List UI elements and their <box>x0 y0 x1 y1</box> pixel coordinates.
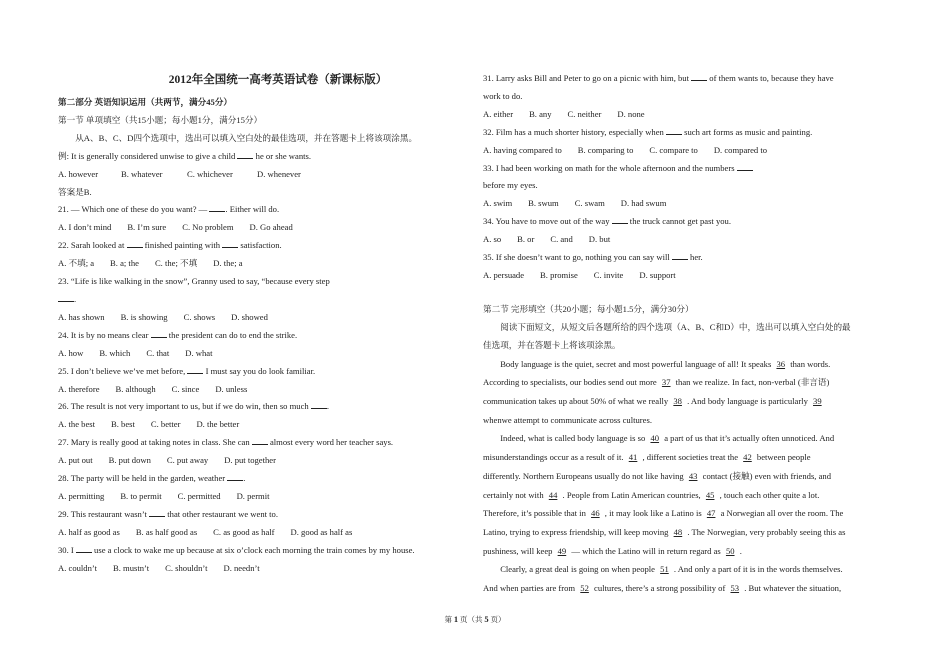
option: A. either <box>483 108 514 119</box>
question-text: 34. You have to move out of the way the truck cannot get past you. <box>483 216 731 227</box>
cloze-passage <box>483 355 893 598</box>
option: A. put out <box>58 455 93 466</box>
question-text: 35. If she doesn’t want to go, nothing you can say will her. <box>483 252 703 263</box>
option: D. none <box>617 108 645 119</box>
answer-blank <box>151 328 167 338</box>
option: A. therefore <box>58 383 100 394</box>
question-options <box>483 231 893 249</box>
answer-blank <box>209 202 225 212</box>
cloze-blank: 42 <box>743 452 752 463</box>
option: B. whatever <box>121 168 163 179</box>
answer-blank <box>187 364 203 374</box>
option: D. support <box>639 269 676 280</box>
question-options <box>58 255 458 273</box>
question-text: 32. Film has a much shorter history, especially when such art forms as music and painting. <box>483 126 813 137</box>
option: C. put away <box>166 455 209 466</box>
option: A. permitting <box>58 490 105 501</box>
question-text: 22. Sarah looked at finished painting with satisfaction. <box>58 240 282 251</box>
option: D. put together <box>224 455 276 466</box>
example-question-text: 例: It is generally considered unwise to give a child <box>58 150 236 161</box>
option: D. needn’t <box>223 562 260 573</box>
answer-blank <box>58 292 74 302</box>
answer-blank <box>252 435 268 445</box>
question-text: 29. This restaurant wasn’t that other restaurant we went to. <box>58 508 278 519</box>
example-answer: 答案是B. <box>58 186 92 197</box>
option: D. good as half as <box>290 526 353 537</box>
option: C. shouldn’t <box>165 562 208 573</box>
answer-blank <box>672 250 688 260</box>
option: A. has shown <box>58 311 105 322</box>
passage-paragraph: Indeed, what is called body language is so 40 a part of us that it’s actually often unnoticed. And misunderstandings occur as a result of it. 41 , different societies treat the 42 between people differently. Northern Europeans usually do not like having 43 contact (接触) even with friends, and certainly not with 44 . People from Latin American countries, 45 , touch each other quite a lot. Therefore, it’s possible that in 46 , it may look like a Latino is 47 a Norwegian all over the room. The Latino, trying to express friendship, will keep moving 48 . The Norwegian, very probably seeing this as pushiness, will keep 49 — which the Latino will in return regard as 50 . <box>483 433 846 556</box>
option: B. to permit <box>120 490 162 501</box>
cloze-blank: 39 <box>813 396 822 406</box>
option: B. although <box>115 383 156 394</box>
answer-blank <box>222 238 238 248</box>
option: C. since <box>171 383 200 394</box>
option: B. as half good as <box>135 526 198 537</box>
cloze-blank: 52 <box>580 583 589 594</box>
option: C. swam <box>574 198 605 209</box>
option: C. permitted <box>177 490 221 501</box>
option: B. which <box>99 347 131 358</box>
answer-blank <box>612 214 628 224</box>
left-column <box>58 70 458 577</box>
question-options <box>483 267 893 285</box>
question-options <box>483 106 893 124</box>
option: A. 不填; a <box>58 258 95 269</box>
option: D. the better <box>196 419 240 430</box>
question-text-cont: . <box>58 291 458 309</box>
part-heading: 第二部分 英语知识运用（共两节，满分45分） <box>58 97 233 107</box>
option: B. best <box>111 419 135 430</box>
question-text-cont: work to do. <box>483 90 523 101</box>
option: A. persuade <box>483 269 525 280</box>
option: A. couldn’t <box>58 562 97 573</box>
right-column <box>483 70 893 598</box>
cloze-blank: 46 <box>591 508 600 519</box>
question-options <box>58 560 458 578</box>
cloze-blank: 53 <box>730 583 740 594</box>
option: C. compare to <box>649 144 698 155</box>
question-options <box>58 524 458 542</box>
question-options <box>58 488 458 506</box>
option: C. shows <box>183 311 216 322</box>
cloze-blank: 37 <box>661 377 671 388</box>
cloze-blank: 47 <box>706 508 716 519</box>
option: D. permit <box>236 490 270 501</box>
option: B. mustn’t <box>113 562 150 573</box>
cloze-blank: 50 <box>725 545 735 556</box>
option: A. having compared to <box>483 144 562 155</box>
question-options <box>483 195 893 213</box>
question-text: 30. I use a clock to wake me up because at six o’clock each morning the train comes by my house. <box>58 544 415 555</box>
option: A. however <box>58 168 99 179</box>
answer-blank <box>691 71 707 81</box>
cloze-blank: 48 <box>673 526 683 537</box>
question-options <box>58 381 458 399</box>
cloze-blank: 38 <box>673 396 682 406</box>
option: B. I’m sure <box>127 222 167 233</box>
option: C. No problem <box>182 222 234 233</box>
cloze-blank: 43 <box>688 470 698 481</box>
option: B. any <box>529 108 552 119</box>
question-text: 28. The party will be held in the garden, weather . <box>58 473 246 484</box>
option: B. promise <box>540 269 578 280</box>
option: D. but <box>588 234 611 245</box>
option: B. put down <box>108 455 151 466</box>
page-footer: 第 1 页（共 5 页） <box>444 614 506 624</box>
option: A. swim <box>483 198 513 209</box>
question-text: 27. Mary is really good at taking notes in class. She can almost every word her teacher says. <box>58 437 394 448</box>
option: C. invite <box>593 269 624 280</box>
answer-blank <box>666 125 682 135</box>
answer-blank <box>237 149 253 159</box>
page-title: 2012年全国统一高考英语试卷（新课标版） <box>168 74 388 86</box>
question-text-cont: before my eyes. <box>483 180 538 191</box>
cloze-blank: 49 <box>557 545 567 556</box>
question-text: 33. I had been working on math for the whole afternoon and the numbers <box>483 160 893 178</box>
question-text: 26. The result is not very important to us, but if we do win, then so much . <box>58 401 330 412</box>
option: C. and <box>550 234 573 245</box>
question-text: 31. Larry asks Bill and Peter to go on a picnic with him, but of them wants to, because they have <box>483 73 834 83</box>
option: D. compared to <box>713 144 768 155</box>
cloze-blank: 45 <box>705 489 715 500</box>
option: A. how <box>58 347 84 358</box>
option: C. neither <box>567 108 602 119</box>
cloze-blank: 41 <box>628 452 638 463</box>
option: D. showed <box>231 311 268 322</box>
option: D. what <box>185 347 213 358</box>
cloze-blank: 51 <box>660 564 669 575</box>
option: B. is showing <box>120 311 168 322</box>
cloze-blank: 44 <box>548 489 558 500</box>
answer-blank <box>227 471 243 481</box>
cloze-blank: 36 <box>776 358 786 369</box>
option: C. the; 不填 <box>154 258 198 269</box>
option: D. the; a <box>213 258 243 269</box>
question-text: 21. — Which one of these do you want? — . Either will do. <box>58 204 280 215</box>
example-question <box>58 148 458 166</box>
option: D. had swum <box>620 198 667 209</box>
question-options <box>58 345 458 363</box>
option: C. that <box>146 347 170 358</box>
section1-heading: 第一节 单项填空（共15小题；每小题1分，满分15分） <box>58 114 263 125</box>
answer-blank <box>149 507 165 517</box>
right-question-list <box>483 70 893 285</box>
answer-blank <box>737 161 753 171</box>
section2-instruction-cont: 佳选项，并在答题卡上将该项涂黑。 <box>483 339 621 350</box>
example-question-end: he or she wants. <box>255 150 312 161</box>
option: D. unless <box>215 383 248 394</box>
option: A. I don’t mind <box>58 222 112 233</box>
option: C. as good as half <box>213 526 275 537</box>
answer-blank <box>127 238 143 248</box>
section2-heading: 第二节 完形填空（共20小题；每小题1.5分，满分30分） <box>483 303 694 314</box>
example-options <box>58 166 458 184</box>
answer-blank <box>311 399 327 409</box>
question-options <box>58 416 458 434</box>
question-text: 24. It is by no means clear the president can do to end the strike. <box>58 329 298 340</box>
cloze-blank: 40 <box>650 433 660 444</box>
question-text: 23. “Life is like walking in the snow”, Granny used to say, “because every step <box>58 276 330 287</box>
option: A. half as good as <box>58 526 120 537</box>
option: C. whichever <box>187 168 233 179</box>
option: C. better <box>150 419 181 430</box>
question-text: 25. I don’t believe we’ve met before, I must say you do look familiar. <box>58 365 316 376</box>
option: D. Go ahead <box>249 222 293 233</box>
section1-instruction: 从A、B、C、D四个选项中，选出可以填入空白处的最佳选项，并在答题卡上将该项涂黑。 <box>75 132 418 143</box>
page-number: 1 <box>453 614 459 624</box>
question-options <box>58 309 458 327</box>
option: B. or <box>517 234 535 245</box>
question-options <box>58 452 458 470</box>
left-question-list <box>58 201 458 577</box>
option: B. a; the <box>110 258 139 269</box>
total-pages: 5 <box>484 614 489 624</box>
option: B. swum <box>528 198 559 209</box>
answer-blank <box>76 543 92 553</box>
section2-instruction: 阅读下面短文，从短文后各题所给的四个选项（A、B、C和D）中，选出可以填入空白处的最 <box>500 321 851 332</box>
option: D. whenever <box>257 168 301 179</box>
question-options <box>483 142 893 160</box>
option: A. the best <box>58 419 95 430</box>
option: A. so <box>483 234 502 245</box>
question-options <box>58 219 458 237</box>
option: B. comparing to <box>577 144 634 155</box>
passage-paragraph: Body language is the quiet, secret and most powerful language of all! It speaks 36 than words. According to specialists, our bodies send out more 37 than we realize. In fact, non-verbal (非言语) communication takes up about 50% of what we really 38 . And body language is particularly 39 whenwe attempt to communicate across cultures. <box>483 358 831 425</box>
passage-paragraph: Clearly, a great deal is going on when people 51 . And only a part of it is in the words themselves. And when parties are from 52 cultures, there’s a strong possibility of 53 . But whatever the situation, <box>483 564 843 594</box>
